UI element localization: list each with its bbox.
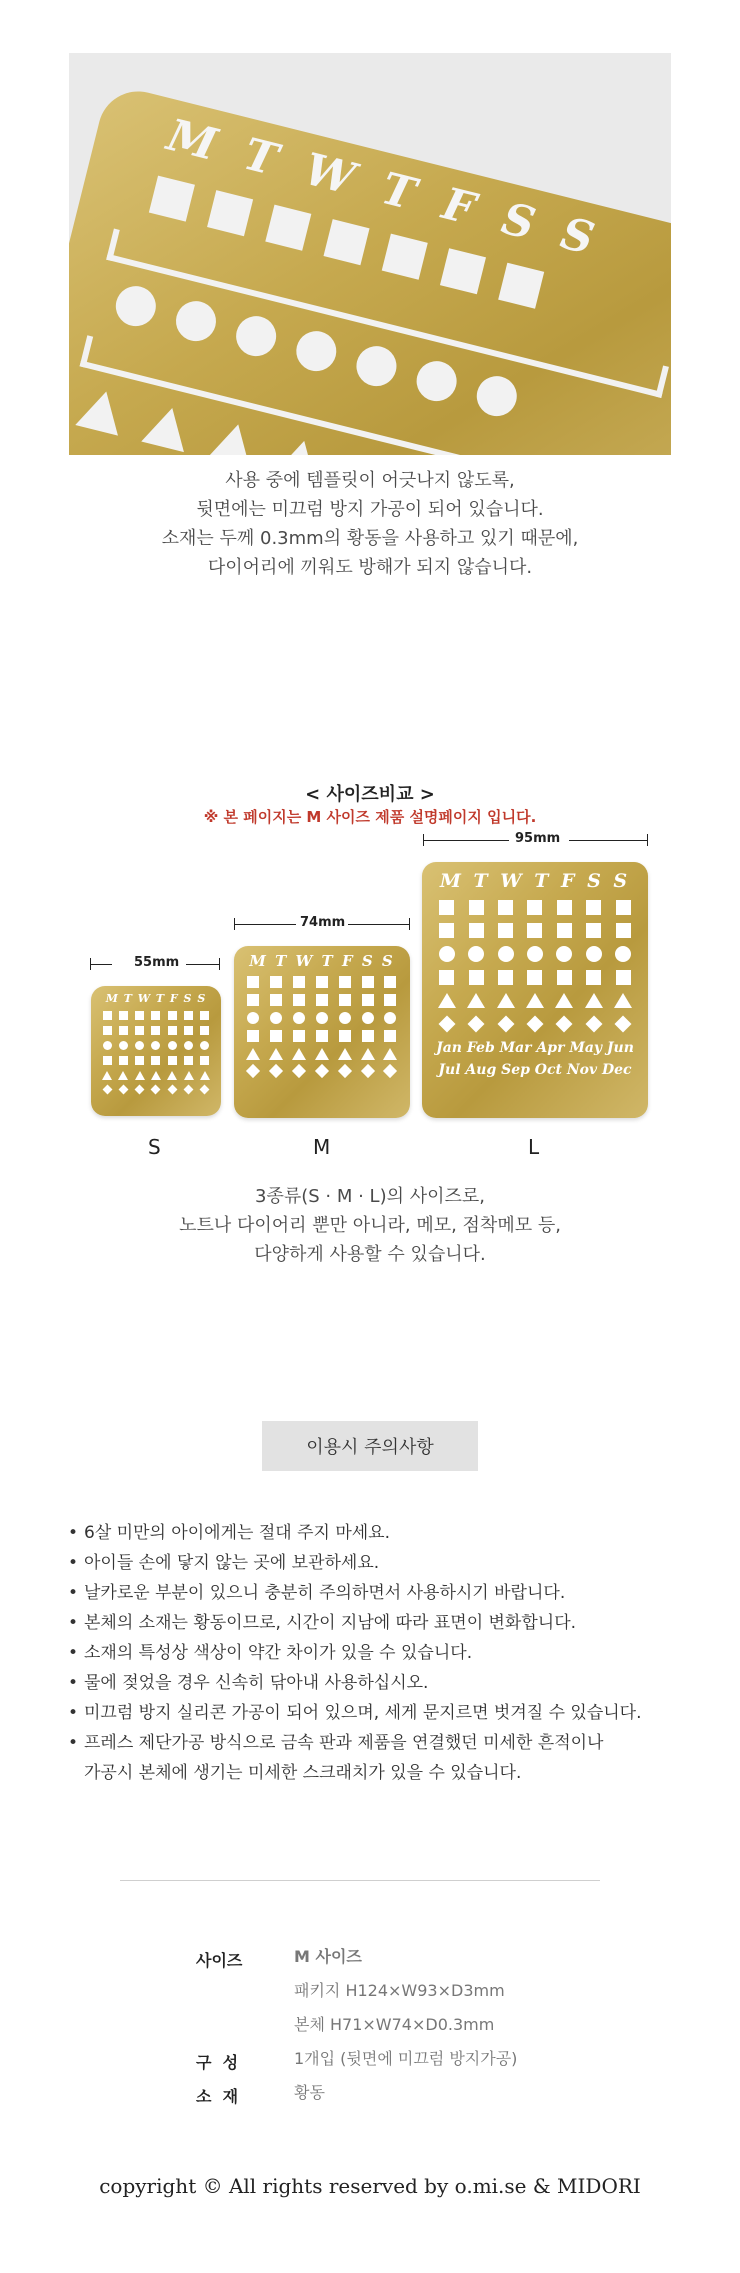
footer-copyright: copyright © All rights reserved by o.mi.se & MIDORI: [99, 2174, 641, 2198]
caution-item: • 미끄럼 방지 실리콘 가공이 되어 있으며, 세게 문지르면 벗겨질 수 있습니다.: [84, 1698, 642, 1728]
spec-package-value: 패키지 H124×W93×D3mm: [294, 1981, 505, 2000]
intro-line: 다이어리에 끼워도 방해가 되지 않습니다.: [207, 557, 533, 578]
size-compare-notice: ※ 본 페이지는 M 사이즈 제품 설명페이지 입니다.: [203, 808, 537, 826]
plate-day-letters: M T W T F S S: [249, 952, 395, 970]
day-letter: F: [437, 178, 510, 243]
template-plate-s: [91, 986, 221, 1116]
intro-line: 뒷면에는 미끄럼 방지 가공이 되어 있습니다.: [196, 499, 544, 520]
day-letter: S: [555, 207, 629, 273]
day-letter: M: [162, 109, 251, 179]
caution-item: • 6살 미만의 아이에게는 절대 주지 마세요.: [84, 1518, 642, 1548]
dimension-label: 55mm: [134, 955, 180, 970]
plate-day-letters: M T W T F S S: [439, 870, 631, 892]
dimension-label: 95mm: [515, 831, 561, 846]
day-letter: W: [299, 143, 389, 213]
spec-body-value: 본체 H71×W74×D0.3mm: [294, 2015, 495, 2034]
size-compare-title: < 사이즈비교 >: [305, 784, 435, 805]
caution-item: • 본체의 소재는 황동이므로, 시간이 지남에 따라 표면이 변화합니다.: [84, 1608, 642, 1638]
plate-months-row: Jul Aug Sep Oct Nov Dec: [438, 1062, 632, 1078]
caution-item: • 물에 젖었을 경우 신속히 닦아내 사용하십시오.: [84, 1668, 642, 1698]
day-letter: T: [238, 128, 312, 194]
spec-material-value: 황동: [294, 2083, 325, 2102]
spec-composition-key: 구 성: [196, 2053, 239, 2072]
size-label-m: M: [313, 1135, 331, 1159]
plate-day-letters: M T W T F S S: [105, 992, 207, 1005]
caution-item: • 아이들 손에 닿지 않는 곳에 보관하세요.: [84, 1548, 642, 1578]
intro-line: 소재는 두께 0.3mm의 황동을 사용하고 있기 때문에,: [161, 528, 579, 549]
caution-title-box: [262, 1421, 478, 1471]
section-divider: [120, 1880, 600, 1881]
spec-material-key: 소 재: [196, 2087, 239, 2106]
dimension-label: 74mm: [300, 915, 346, 930]
usage-line: 노트나 다이어리 뿐만 아니라, 메모, 점착메모 등,: [179, 1215, 561, 1236]
hero-photo: [69, 53, 671, 455]
template-plate-m: [234, 946, 410, 1118]
usage-line: 3종류(S · M · L)의 사이즈로,: [255, 1186, 485, 1207]
size-label-l: L: [528, 1135, 540, 1159]
spec-size-value: M 사이즈: [294, 1947, 362, 1966]
intro-line: 사용 중에 템플릿이 어긋나지 않도록,: [225, 470, 515, 491]
brass-template-closeup: [69, 83, 671, 455]
usage-paragraph: [0, 1182, 740, 1269]
caution-list: [84, 1518, 642, 1758]
intro-paragraph: [0, 466, 740, 582]
spec-size-key: 사이즈: [196, 1951, 243, 1970]
usage-line: 다양하게 사용할 수 있습니다.: [254, 1244, 486, 1265]
plate-months-row: Jan Feb Mar Apr May Jun: [436, 1040, 634, 1056]
caution-title: 이용시 주의사항: [306, 1437, 434, 1458]
caution-item: • 소재의 특성상 색상이 약간 차이가 있을 수 있습니다.: [84, 1638, 642, 1668]
caution-continuation: 가공시 본체에 생기는 미세한 스크래치가 있을 수 있습니다.: [84, 1763, 522, 1783]
spec-composition-value: 1개입 (뒷면에 미끄럼 방지가공): [294, 2049, 518, 2068]
caution-item: • 날카로운 부분이 있으니 충분히 주의하면서 사용하시기 바랍니다.: [84, 1578, 642, 1608]
caution-item: • 프레스 제단가공 방식으로 금속 판과 제품을 연결했던 미세한 흔적이나: [84, 1728, 642, 1758]
size-label-s: S: [148, 1135, 161, 1159]
day-letter: S: [496, 193, 569, 258]
day-letter: T: [376, 163, 450, 228]
template-plate-l: [422, 862, 648, 1118]
